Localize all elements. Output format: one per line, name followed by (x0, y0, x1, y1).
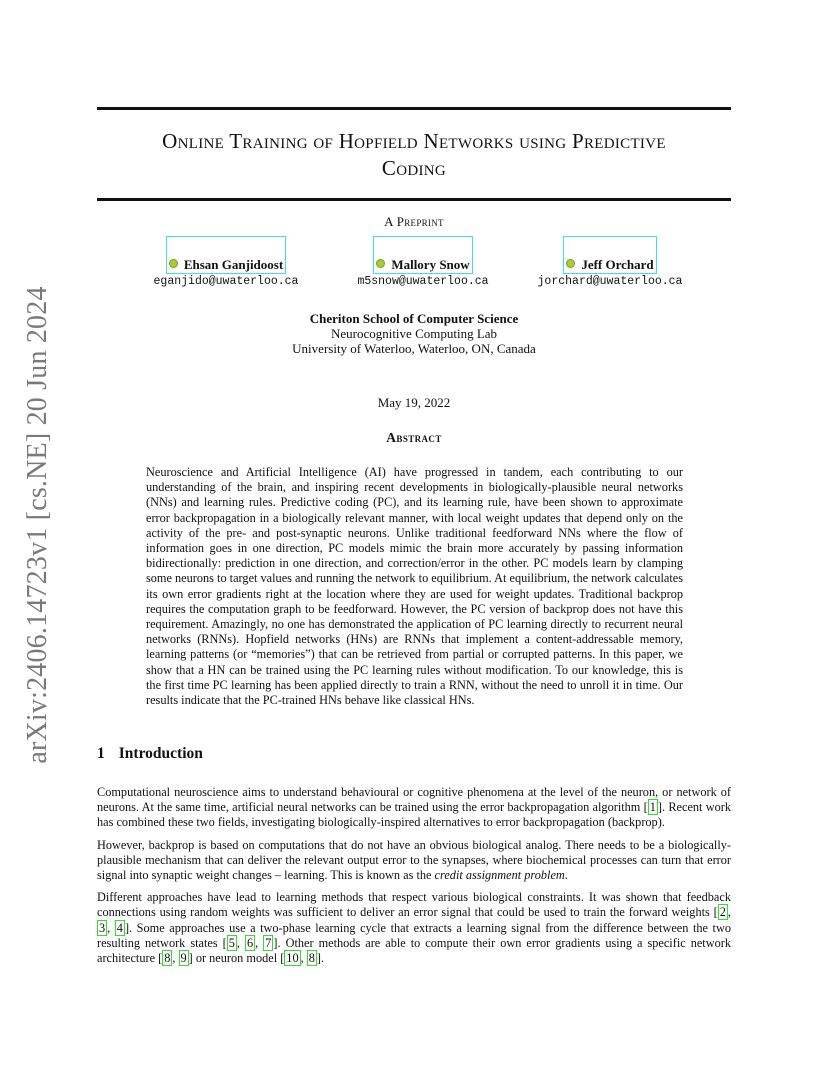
section-number: 1 (97, 745, 105, 762)
paragraph-text: ]. (316, 951, 325, 966)
author-3 (530, 236, 690, 288)
affiliation-school: Cheriton School of Computer Science (309, 311, 519, 326)
title-rule-bottom (97, 198, 731, 201)
author-3-name: Jeff Orchard (581, 257, 654, 272)
author-3-email: jorchard@uwaterloo.ca (537, 275, 683, 288)
author-2-email: m5snow@uwaterloo.ca (357, 275, 489, 288)
paragraph-text: ]. Other methods are able to compute their own error gradients using a specific network architecture [ (97, 935, 731, 966)
introduction-body (97, 785, 731, 973)
author-1-link[interactable] (166, 236, 286, 274)
citation-link[interactable]: 8 (308, 951, 315, 966)
paragraph-text: ]. Recent work has combined these two fields, investigating biologically-inspired alternatives to error backpropagation (backprop). (97, 800, 731, 830)
paragraph-text: Different approaches have lead to learning methods that respect various biological constraints. It was shown that feedback connections using random weights was sufficient to deliver an error signal that could be used to train the forward weights [ (97, 890, 731, 920)
citation-link[interactable]: 8 (164, 951, 171, 966)
citation-separator: , (107, 920, 115, 935)
author-1-name: Ehsan Ganjidoost (183, 257, 284, 272)
citation-link[interactable]: 1 (649, 800, 656, 815)
affiliation-lab: Neurocognitive Computing Lab (330, 326, 498, 341)
citation-link[interactable]: 6 (247, 935, 254, 950)
citation-link[interactable]: 5 (228, 935, 235, 950)
citation-separator: , (236, 935, 245, 950)
author-3-link[interactable] (563, 236, 656, 274)
paragraph (97, 890, 731, 966)
author-2-link[interactable] (373, 236, 472, 274)
citation-separator: , (172, 951, 179, 966)
citation-link[interactable]: 2 (719, 905, 726, 920)
paper-date: May 19, 2022 (377, 395, 451, 410)
paragraph (97, 785, 731, 831)
paragraph (97, 838, 731, 884)
citation-separator: , (255, 935, 264, 950)
paragraph-text: However, backprop is based on computations that do not have an obvious biological analog. There needs to be a biologically-plausible mechanism that can deliver the relevant output error to the synapses, where biochemical processes can turn that error signal into synaptic weight changes – learning. This is known as the (97, 837, 731, 883)
citation-link[interactable]: 9 (180, 951, 187, 966)
paper-title-line-2: Coding (381, 156, 447, 180)
paragraph-text: ] or neuron model [ (188, 951, 285, 966)
citation-link[interactable]: 3 (99, 920, 106, 935)
section-title: Introduction (118, 745, 203, 762)
title-rule-top (97, 107, 731, 110)
affiliation (97, 311, 731, 356)
paragraph-text: . (564, 868, 568, 883)
orcid-icon[interactable] (169, 259, 178, 268)
citation-separator: , (300, 951, 307, 966)
author-1 (146, 236, 306, 288)
paper-title (97, 128, 731, 182)
author-2-name: Mallory Snow (391, 257, 470, 272)
paper-title-line-1: Online Training of Hopfield Networks using Predictive (162, 129, 666, 153)
affiliation-university: University of Waterloo, Waterloo, ON, Canada (292, 341, 536, 356)
abstract-text: Neuroscience and Artificial Intelligence (AI) have progressed in tandem, each contributing to our understanding of the brain, and inspiring recent developments in biologically-plausible neural networks (NNs) and learning rules. Predictive coding (PC), and its learning rule, have been shown to approximate error backpropagation in a biologically relevant manner, with local weight updates that depend only on the activity of the pre- and post-synaptic neurons. Unlike traditional feedforward NNs where the flow of information goes in one direction, PC models mimic the brain more accurately by passing information bidirectionally: prediction in one direction, and correction/error in the other. PC models learn by clamping some neurons to target values and running the network to equilibrium. At equilibrium, the network calculates its own error gradients right at the location where they are used for weight updates. Traditional backprop requires the computation graph to be feedforward. However, the PC version of backprop does not have this requirement. Amazingly, no one has demonstrated the application of PC learning directly to recurrent neural networks (RNNs). Hopfield networks (HNs) are RNNs that implement a content-addressable memory, learning patterns (or “memories”) that can be retrieved from partial or corrupted patterns. In this paper, we show that a HN can be trained using the PC learning rules without modification. To our knowledge, this is the first time PC learning has been applied directly to train a RNN, without the need to unroll it in time. Our results indicate that the PC-trained HNs behave like classical HNs. (146, 465, 683, 708)
author-2 (338, 236, 508, 288)
orcid-icon[interactable] (376, 259, 385, 268)
abstract-heading: Abstract (386, 430, 442, 445)
citation-link[interactable]: 4 (116, 920, 123, 935)
orcid-icon[interactable] (566, 259, 575, 268)
citation-separator: , (727, 905, 731, 920)
emphasis-text: credit assignment problem (434, 868, 565, 883)
citation-link[interactable]: 7 (265, 935, 272, 950)
arxiv-identifier: arXiv:2406.14723v1 [cs.NE] 20 Jun 2024 (22, 286, 53, 764)
citation-link[interactable]: 10 (286, 951, 299, 966)
section-heading (97, 745, 203, 763)
author-1-email: eganjido@uwaterloo.ca (153, 275, 299, 288)
paragraph-text: Computational neuroscience aims to understand behavioural or cognitive phenomena at the level of the neuron, or network of neurons. At the same time, artificial neural networks can be trained using the error backpropagation algorithm [ (97, 785, 731, 815)
preprint-label: A Preprint (384, 214, 444, 229)
paragraph-text: ]. Some approaches use a two-phase learning cycle that extracts a learning signal from the difference between the two resulting network states [ (97, 920, 731, 950)
